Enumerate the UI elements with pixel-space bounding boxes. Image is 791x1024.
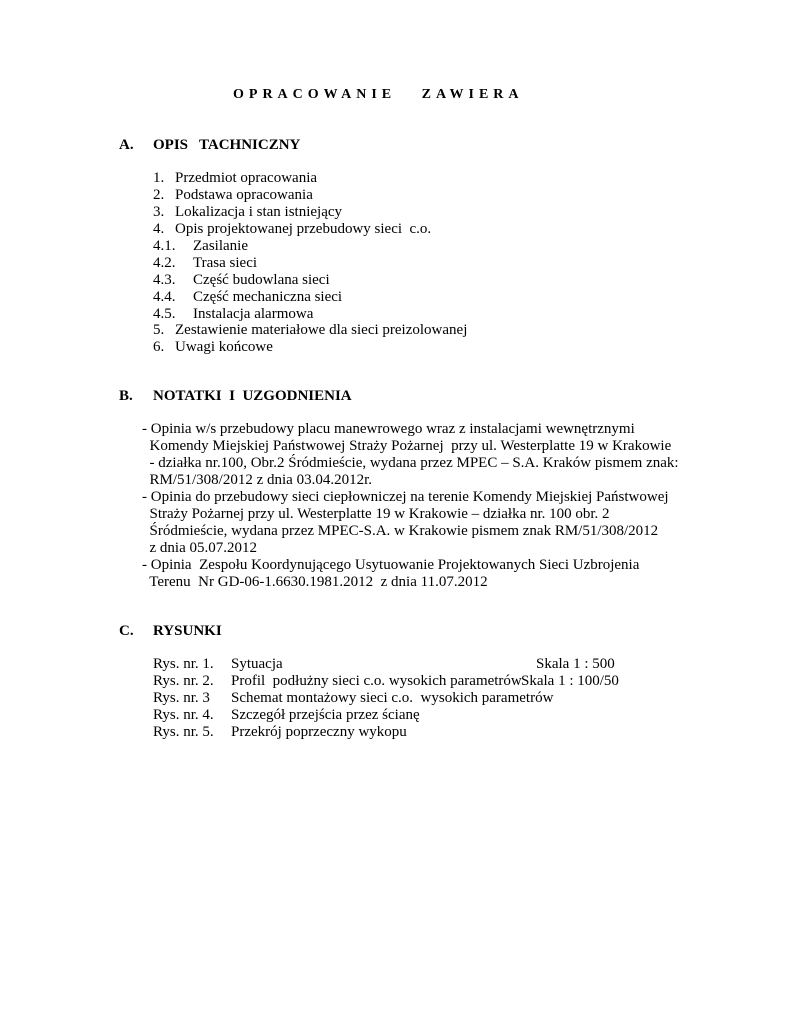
note-line: Śródmieście, wydana przez MPEC-S.A. w Krakowie pismem znak RM/51/308/2012: [142, 523, 659, 539]
list-item-number: 1.: [153, 170, 165, 186]
section-b-letter: B.: [119, 388, 133, 404]
section-a-letter: A.: [119, 137, 134, 153]
drawing-name: Schemat montażowy sieci c.o. wysokich parametrów: [231, 690, 554, 706]
list-item-number: 3.: [153, 204, 165, 220]
note-line: - działka nr.100, Obr.2 Śródmieście, wydana przez MPEC – S.A. Kraków pismem znak:: [142, 455, 679, 471]
list-item-text: Przedmiot opracowania: [175, 170, 318, 186]
note-line: - Opinia Zespołu Koordynującego Usytuowanie Projektowanych Sieci Uzbrojenia: [142, 557, 640, 573]
list-item-text: Podstawa opracowania: [175, 187, 313, 203]
list-item-number: 4.5.: [153, 306, 176, 322]
drawing-name: Sytuacja: [231, 656, 283, 672]
drawing-number: Rys. nr. 5.: [153, 724, 214, 740]
list-item-text: Część mechaniczna sieci: [193, 289, 343, 305]
drawing-name: Przekrój poprzeczny wykopu: [231, 724, 407, 740]
list-item-text: Zasilanie: [193, 238, 248, 254]
note-line: z dnia 05.07.2012: [142, 540, 257, 556]
drawing-scale: Skala 1 : 100/50: [521, 673, 619, 689]
section-c-heading: RYSUNKI: [153, 623, 222, 639]
note-line: - Opinia w/s przebudowy placu manewrowego wraz z instalacjami wewnętrznymi: [142, 421, 635, 437]
note-line: Straży Pożarnej przy ul. Westerplatte 19 w Krakowie – działka nr. 100 obr. 2: [142, 506, 610, 522]
note-line: Terenu Nr GD-06-1.6630.1981.2012 z dnia 11.07.2012: [142, 574, 488, 590]
list-item-number: 4.2.: [153, 255, 176, 271]
drawing-number: Rys. nr. 1.: [153, 656, 214, 672]
note-line: Komendy Miejskiej Państwowej Straży Pożarnej przy ul. Westerplatte 19 w Krakowie: [142, 438, 672, 454]
list-item-text: Lokalizacja i stan istniejący: [175, 204, 343, 220]
list-item-text: Uwagi końcowe: [175, 339, 273, 355]
drawing-number: Rys. nr. 2.: [153, 673, 214, 689]
list-item-text: Opis projektowanej przebudowy sieci c.o.: [175, 221, 432, 237]
document-title: OPRACOWANIE ZAWIERA: [233, 87, 524, 102]
list-item-number: 4.: [153, 221, 165, 237]
list-item-text: Część budowlana sieci: [193, 272, 330, 288]
section-b-heading: NOTATKI I UZGODNIENIA: [153, 388, 352, 404]
drawing-name: Profil podłużny sieci c.o. wysokich parametrów: [231, 673, 522, 689]
list-item-text: Instalacja alarmowa: [193, 306, 314, 322]
note-line: - Opinia do przebudowy sieci ciepłowniczej na terenie Komendy Miejskiej Państwowej: [142, 489, 669, 505]
drawing-scale: Skala 1 : 500: [536, 656, 615, 672]
list-item-number: 5.: [153, 322, 165, 338]
list-item-number: 2.: [153, 187, 165, 203]
drawing-number: Rys. nr. 4.: [153, 707, 214, 723]
list-item-text: Zestawienie materiałowe dla sieci preizolowanej: [175, 322, 468, 338]
section-a-heading: OPIS TACHNICZNY: [153, 137, 301, 153]
list-item-number: 6.: [153, 339, 165, 355]
note-line: RM/51/308/2012 z dnia 03.04.2012r.: [142, 472, 372, 488]
drawing-name: Szczegół przejścia przez ścianę: [231, 707, 420, 723]
list-item-number: 4.1.: [153, 238, 176, 254]
list-item-number: 4.3.: [153, 272, 176, 288]
section-c-letter: C.: [119, 623, 134, 639]
list-item-number: 4.4.: [153, 289, 176, 305]
drawing-number: Rys. nr. 3: [153, 690, 210, 706]
list-item-text: Trasa sieci: [193, 255, 258, 271]
